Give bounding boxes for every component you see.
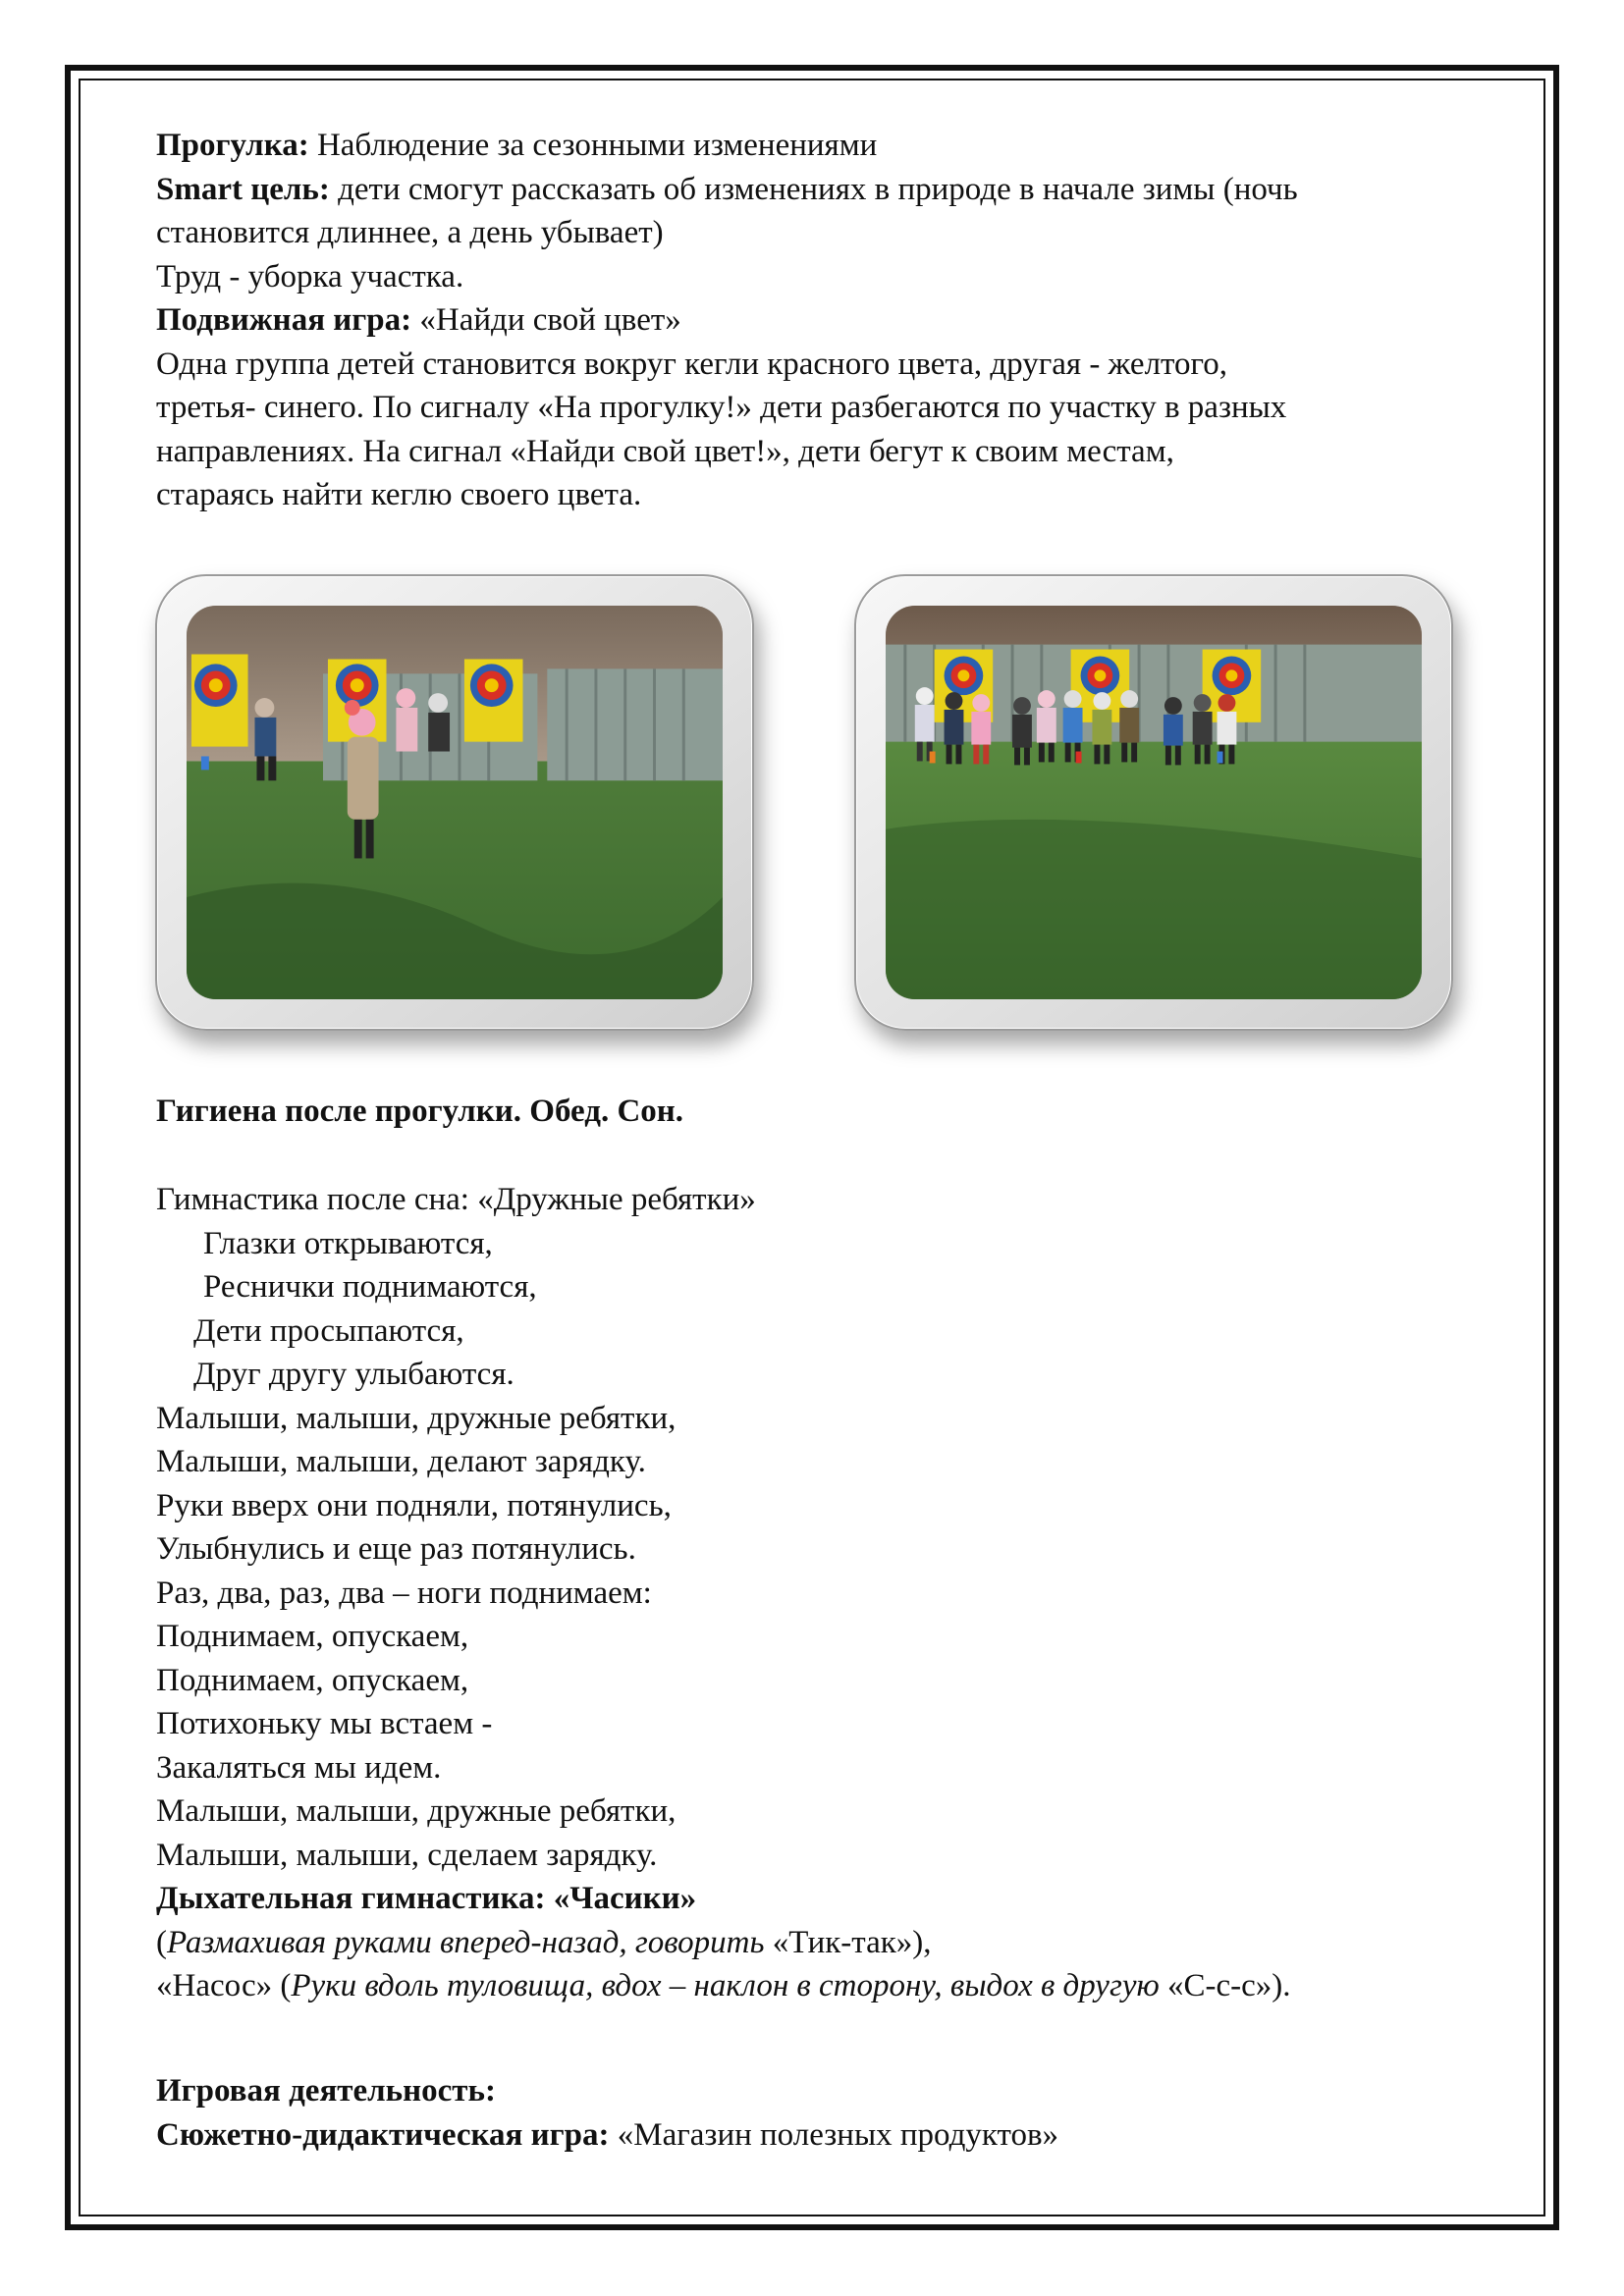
walk-label: Прогулка:	[156, 128, 309, 163]
poem-line: Руки вверх они подняли, потянулись,	[156, 1487, 672, 1523]
gymnastics-title: Гимнастика после сна: «Дружные ребятки»	[156, 1182, 756, 1217]
game-line	[156, 298, 1511, 343]
walk-text: Наблюдение за сезонными изменениями	[308, 128, 878, 163]
breathing-line-1	[156, 1921, 1511, 1965]
poem-line: Раз, два, раз, два – ноги поднимаем:	[156, 1575, 652, 1611]
play-label: Сюжетно-дидактическая игра:	[156, 2116, 610, 2153]
poem-line: Поднимаем, опускаем,	[156, 1662, 469, 1698]
poem-line: Малыши, малыши, делают зарядку.	[156, 1444, 646, 1479]
breathing-line-2	[156, 1964, 1511, 2008]
breathing-title: Дыхательная гимнастика: «Часики»	[156, 1881, 697, 1916]
walk-section	[156, 124, 1511, 517]
play-title: Игровая деятельность:	[156, 2073, 496, 2109]
breathing-text: (	[156, 1924, 167, 1960]
smart-text-1: дети смогут рассказать об изменениях в природе в начале зимы (ночь	[329, 171, 1298, 207]
game-desc-line: третья- синего. По сигналу «На прогулку!» дети разбегаются по участку в разных	[156, 390, 1287, 425]
game-label: Подвижная игра:	[156, 302, 412, 338]
hygiene-section	[156, 1090, 1511, 1134]
breathing-text: «Насос» (	[156, 1968, 292, 2003]
walk-line	[156, 124, 1511, 168]
photo-children-running	[187, 606, 723, 999]
play-text: «Магазин полезных продуктов»	[609, 2116, 1059, 2153]
breathing-italic: Размахивая руками вперед-назад, говорить	[167, 1924, 765, 1960]
smart-label: Smart цель:	[156, 171, 330, 207]
poem-line: Глазки открываются,	[203, 1225, 493, 1261]
photo-frame-left	[155, 574, 754, 1031]
poem-line: Дети просыпаются,	[193, 1312, 464, 1349]
poem-line: Малыши, малыши, дружные ребятки,	[156, 1400, 677, 1436]
game-text: «Найди свой цвет»	[411, 302, 681, 338]
labor-line: Труд - уборка участка.	[156, 258, 464, 294]
game-desc-line: стараясь найти кеглю своего цвета.	[156, 477, 642, 512]
photo-frame-right	[854, 574, 1453, 1031]
photo-children-standing	[886, 606, 1422, 999]
breathing-text: «С-с-с»).	[1159, 1968, 1291, 2003]
play-section	[156, 2069, 1511, 2157]
play-line	[156, 2113, 1511, 2158]
poem-line: Потихоньку мы встаем -	[156, 1706, 493, 1741]
gymnastics-section	[156, 1178, 1511, 2008]
hygiene-heading: Гигиена после прогулки. Обед. Сон.	[156, 1094, 684, 1129]
smart-line	[156, 168, 1511, 212]
breathing-text: «Тик-так»),	[764, 1924, 932, 1960]
poem-line: Поднимаем, опускаем,	[156, 1619, 469, 1654]
game-desc-line: Одна группа детей становится вокруг кегли красного цвета, другая - желтого,	[156, 346, 1227, 382]
poem-line: Малыши, малыши, сделаем зарядку.	[156, 1837, 658, 1873]
poem-line: Малыши, малыши, дружные ребятки,	[156, 1793, 677, 1829]
poem-line: Реснички поднимаются,	[203, 1269, 537, 1305]
poem-line: Улыбнулись и еще раз потянулись.	[156, 1531, 636, 1567]
game-desc-line: направлениях. На сигнал «Найди свой цвет!», дети бегут к своим местам,	[156, 433, 1174, 469]
smart-line-2: становится длиннее, а день убывает)	[156, 215, 664, 250]
poem-line: Закаляться мы идем.	[156, 1749, 442, 1786]
poem-line: Друг другу улыбаются.	[193, 1357, 514, 1392]
breathing-italic: Руки вдоль туловища, вдох – наклон в сторону, выдох в другую	[291, 1968, 1160, 2003]
